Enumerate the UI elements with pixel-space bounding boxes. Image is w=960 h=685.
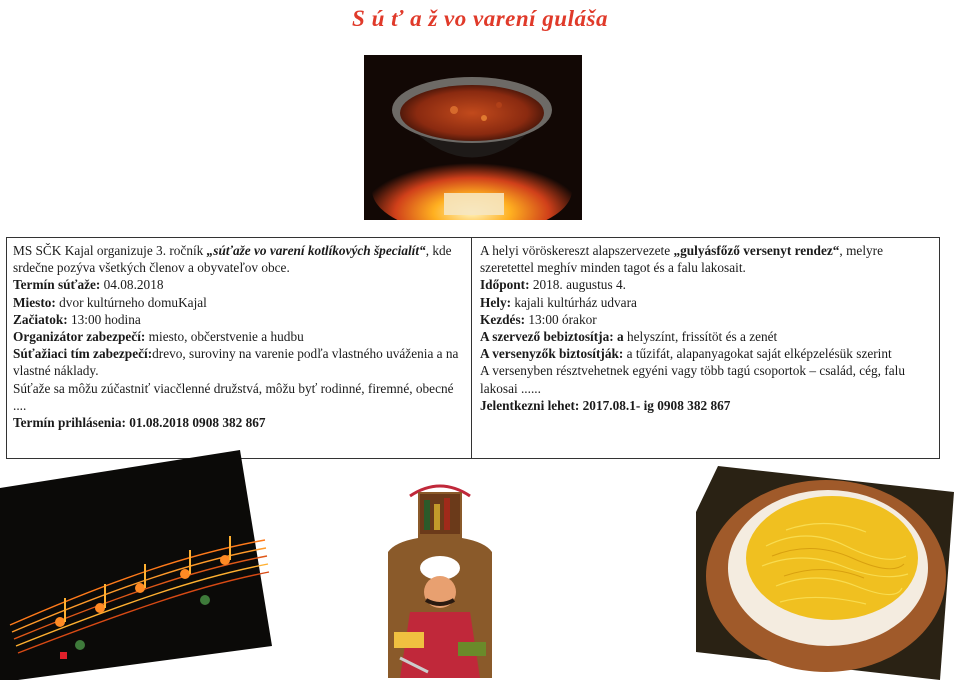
slovak-intro-prefix: MS SČK Kajal organizuje 3. ročník [13,243,207,258]
slovak-start-value: 13:00 hodina [67,311,141,327]
event-info-box [6,237,940,459]
hungarian-registration [480,397,933,414]
hungarian-intro [480,242,933,276]
hungarian-date-value: 2018. augustus 4. [529,277,626,293]
slovak-intro-suffix: , kde srdečne pozýva všetkých členov a obyvateľov obce. [13,243,452,276]
slovak-org-label: Organizátor zabezpečí: [13,329,146,345]
music-notes-photo [0,450,275,680]
slovak-intro [13,242,465,276]
hungarian-date [480,276,933,293]
slovak-registration [13,414,465,431]
langos-cheese-photo [696,466,954,680]
page-title: S ú ť a ž vo varení guláša [352,6,608,31]
chef-apron-illustration [380,482,500,680]
apron-graphic [380,482,500,680]
hungarian-org-label: A szervező bebiztosítja: a [480,329,624,345]
slovak-organizer [13,328,465,345]
slovak-date-label: Termín súťaže: [13,277,101,293]
slovak-start [13,311,465,328]
hungarian-start [480,311,933,328]
slovak-date-value: 04.08.2018 [100,277,164,293]
slovak-start-label: Začiatok: [13,311,68,327]
slovak-date [13,276,465,293]
hungarian-place [480,294,933,311]
hungarian-place-label: Hely: [480,294,512,310]
hungarian-start-label: Kezdés: [480,311,526,327]
slovak-place-value: dvor kultúrneho domuKajal [55,294,207,310]
hungarian-column [472,238,939,458]
hungarian-team-value: a tűzifát, alapanyagokat saját elképzelésük szerint [623,346,892,362]
slovak-org-value: miesto, občerstvenie a hudbu [145,329,304,345]
hungarian-team-label: A versenyzők biztosítják: [480,346,624,362]
hungarian-register-text: Jelentkezni lehet: 2017.08.1- ig 0908 382 867 [480,397,731,413]
slovak-column [7,238,472,458]
slovak-team-label: Súťažiaci tím zabezpečí: [13,346,153,362]
hungarian-team [480,345,933,362]
hungarian-event-name: „gulyásfőző versenyt rendez“ [673,243,840,258]
slovak-teams-note: Súťaže sa môžu zúčastniť viacčlenné družstvá, môžu byť rodinné, firemné, obecné .... [13,380,454,413]
goulash-pot-photo [364,55,582,220]
slovak-register-text: Termín prihlásenia: 01.08.2018 0908 382 867 [13,415,266,431]
slovak-team-value: drevo, suroviny na varenie podľa vlastného uváženia a na vlastné náklady. [13,346,459,379]
langos-photo-graphic [696,466,954,680]
music-photo-graphic [0,450,275,680]
slovak-event-name: „súťaže vo varení kotlíkových špecialít“ [206,243,426,258]
hungarian-date-label: Időpont: [480,277,530,293]
hungarian-start-value: 13:00 órakor [525,311,597,327]
hungarian-org-value: helyszínt, frissítöt és a zenét [623,329,778,345]
hungarian-teams-note: A versenyben résztvehetnek egyéni vagy több tagú csoportok – család, cég, falu lakosai ...... [480,363,905,396]
pot-photo-graphic [364,55,582,220]
slovak-team [13,345,465,379]
slovak-place [13,294,465,311]
hungarian-organizer [480,328,933,345]
hungarian-place-value: kajali kultúrház udvara [511,294,637,310]
hungarian-intro-prefix: A helyi vöröskereszt alapszervezete [480,243,674,258]
hungarian-intro-suffix: , melyre szeretettel meghív minden tagot és a falu lakosait. [480,243,883,276]
slovak-place-label: Miesto: [13,294,56,310]
